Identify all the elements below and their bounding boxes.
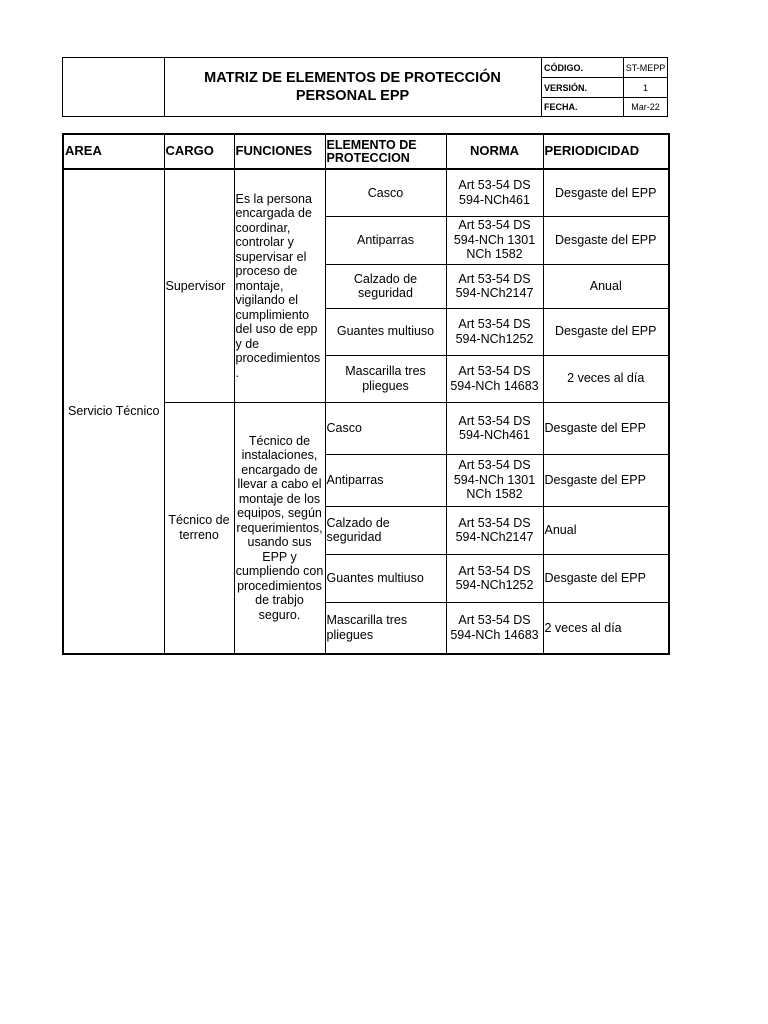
document-meta — [542, 58, 667, 116]
elemento-cell: Mascarilla tres pliegues — [325, 355, 446, 402]
elemento-cell: Casco — [325, 169, 446, 216]
column-header-norma: NORMA — [446, 134, 543, 169]
meta-label: VERSIÓN. — [542, 78, 624, 97]
periodicidad-cell: Desgaste del EPP — [543, 308, 669, 355]
periodicidad-cell: Anual — [543, 506, 669, 554]
cargo-cell: Supervisor — [164, 169, 234, 402]
elemento-cell: Casco — [325, 402, 446, 454]
funciones-cell: Técnico de instalaciones, encargado de llevar a cabo el montaje de los equipos, según requerimientos, usando sus EPP y cumpliendo con procedimientos de trabjo seguro. — [234, 402, 325, 654]
column-header-cargo: CARGO — [164, 134, 234, 169]
elemento-cell: Mascarilla tres pliegues — [325, 602, 446, 654]
elemento-cell: Antiparras — [325, 454, 446, 506]
cargo-cell: Técnico de terreno — [164, 402, 234, 654]
elemento-cell: Antiparras — [325, 216, 446, 264]
periodicidad-cell: Desgaste del EPP — [543, 169, 669, 216]
meta-value: Mar-22 — [631, 102, 660, 113]
meta-row-fecha — [542, 97, 667, 117]
logo-placeholder — [63, 58, 165, 116]
elemento-cell: Calzado de seguridad — [325, 506, 446, 554]
elemento-cell: Guantes multiuso — [325, 554, 446, 602]
periodicidad-cell: Desgaste del EPP — [543, 402, 669, 454]
norma-cell: Art 53-54 DS 594-NCh461 — [446, 169, 543, 216]
elemento-cell: Guantes multiuso — [325, 308, 446, 355]
column-header-area: AREA — [63, 134, 164, 169]
meta-row-version — [542, 77, 667, 97]
table-header-row — [63, 134, 669, 169]
column-header-funciones: FUNCIONES — [234, 134, 325, 169]
norma-cell: Art 53-54 DS 594-NCh2147 — [446, 506, 543, 554]
column-header-elemento: ELEMENTO DE PROTECCION — [325, 134, 446, 169]
norma-cell: Art 53-54 DS 594-NCh 14683 — [446, 602, 543, 654]
funciones-cell: Es la persona encargada de coordinar, controlar y supervisar el proceso de montaje, vigilando el cumplimiento del uso de epp y de procedimientos . — [234, 169, 325, 402]
periodicidad-cell: Desgaste del EPP — [543, 216, 669, 264]
periodicidad-cell: 2 veces al día — [543, 602, 669, 654]
area-cell: Servicio Técnico — [63, 169, 164, 654]
document-header — [62, 57, 668, 117]
meta-value: ST-MEPP — [625, 62, 666, 73]
norma-cell: Art 53-54 DS 594-NCh1252 — [446, 308, 543, 355]
document-title: MATRIZ DE ELEMENTOS DE PROTECCIÓN PERSONAL EPP — [164, 58, 542, 116]
meta-label: FECHA. — [542, 98, 624, 117]
norma-cell: Art 53-54 DS 594-NCh 1301 NCh 1582 — [446, 454, 543, 506]
meta-value: 1 — [642, 82, 648, 93]
periodicidad-cell: Anual — [543, 264, 669, 308]
meta-label: CÓDIGO. — [542, 58, 624, 77]
norma-cell: Art 53-54 DS 594-NCh461 — [446, 402, 543, 454]
periodicidad-cell: Desgaste del EPP — [543, 454, 669, 506]
column-header-periodicidad: PERIODICIDAD — [543, 134, 669, 169]
periodicidad-cell: 2 veces al día — [543, 355, 669, 402]
meta-row-codigo — [542, 58, 667, 77]
norma-cell: Art 53-54 DS 594-NCh2147 — [446, 264, 543, 308]
norma-cell: Art 53-54 DS 594-NCh 14683 — [446, 355, 543, 402]
norma-cell: Art 53-54 DS 594-NCh 1301 NCh 1582 — [446, 216, 543, 264]
table-row — [63, 169, 669, 216]
periodicidad-cell: Desgaste del EPP — [543, 554, 669, 602]
epp-matrix-table — [62, 133, 670, 655]
norma-cell: Art 53-54 DS 594-NCh1252 — [446, 554, 543, 602]
elemento-cell: Calzado de seguridad — [325, 264, 446, 308]
